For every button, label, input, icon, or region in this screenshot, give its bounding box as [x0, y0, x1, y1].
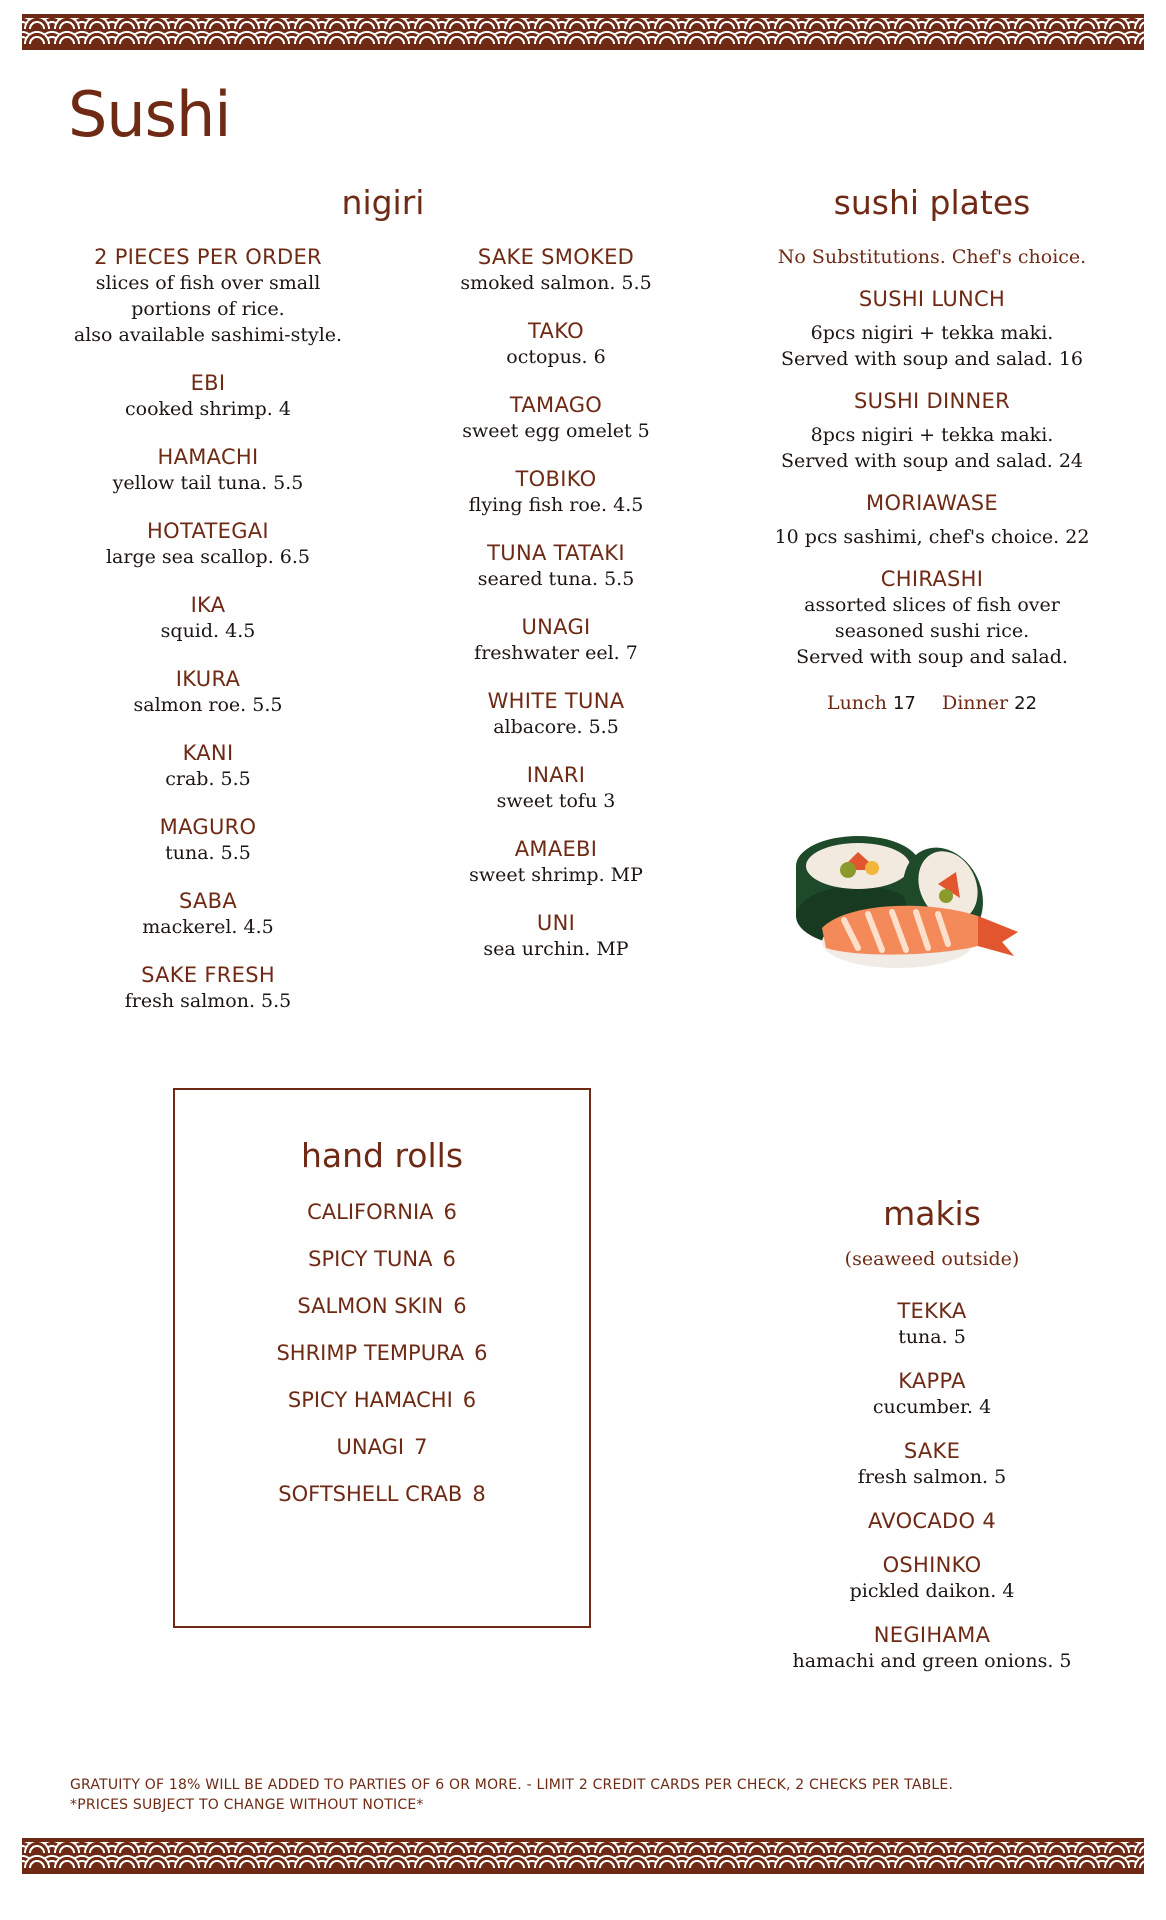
- menu-item: [58, 740, 358, 792]
- makis-subheading: (seaweed outside): [844, 1248, 1020, 1270]
- plate-item: [752, 388, 1112, 474]
- menu-item: [406, 392, 706, 444]
- item-desc: freshwater eel. 7: [474, 642, 638, 664]
- dinner-price: 22: [1014, 693, 1038, 714]
- plate-desc: Served with soup and salad. 24: [780, 450, 1084, 472]
- lunch-label: Lunch: [826, 692, 887, 714]
- menu-item: [406, 244, 706, 296]
- hand-roll-item: [175, 1189, 589, 1236]
- menu-item: [58, 888, 358, 940]
- plate-name: SUSHI LUNCH: [858, 287, 1006, 311]
- bottom-wave-border: [22, 1838, 1144, 1874]
- item-desc: yellow tail tuna. 5.5: [112, 472, 304, 494]
- item-desc: albacore. 5.5: [493, 716, 619, 738]
- maki-item: [752, 1552, 1112, 1604]
- plate-desc: assorted slices of fish over: [804, 594, 1060, 616]
- menu-item: [406, 540, 706, 592]
- nigiri-intro-line: portions of rice.: [131, 298, 285, 320]
- item-desc: salmon roe. 5.5: [133, 694, 283, 716]
- roll-price: 8: [472, 1482, 486, 1506]
- menu-item: [58, 444, 358, 496]
- item-desc: large sea scallop. 6.5: [105, 546, 311, 568]
- menu-item: [58, 370, 358, 422]
- maki-item: [752, 1622, 1112, 1674]
- nigiri-column-left: [58, 244, 358, 1036]
- roll-name: CALIFORNIA: [307, 1200, 434, 1224]
- menu-item: [406, 688, 706, 740]
- maki-item: [752, 1298, 1112, 1350]
- roll-name: UNAGI: [336, 1435, 405, 1459]
- item-desc: sweet shrimp. MP: [469, 864, 643, 886]
- sushi-illustration: [788, 824, 1024, 974]
- plate-desc: Served with soup and salad. 16: [780, 348, 1084, 370]
- plate-desc: seasoned sushi rice.: [834, 620, 1030, 642]
- item-name: INARI: [526, 763, 586, 787]
- menu-item: [58, 962, 358, 1014]
- plate-desc: 10 pcs sashimi, chef's choice. 22: [774, 526, 1090, 548]
- item-desc: smoked salmon. 5.5: [460, 272, 652, 294]
- menu-item: [406, 910, 706, 962]
- plate-name: CHIRASHI: [880, 567, 984, 591]
- footer-note: [70, 1775, 953, 1815]
- item-desc: sea urchin. MP: [483, 938, 629, 960]
- footer-line: GRATUITY OF 18% WILL BE ADDED TO PARTIES OF 6 OR MORE. - LIMIT 2 CREDIT CARDS PER CHECK, 2 CHECKS PER TABLE.: [70, 1777, 954, 1793]
- roll-name: SPICY TUNA: [308, 1247, 433, 1271]
- roll-price: 6: [442, 1247, 456, 1271]
- sushi-plates-column: [752, 244, 1112, 717]
- item-name: KANI: [182, 741, 234, 765]
- hand-roll-item: [175, 1283, 589, 1330]
- nigiri-intro: [58, 244, 358, 348]
- item-name: HAMACHI: [157, 445, 259, 469]
- item-name: TUNA TATAKI: [487, 541, 625, 565]
- menu-item: [58, 666, 358, 718]
- footer-line: *PRICES SUBJECT TO CHANGE WITHOUT NOTICE*: [70, 1797, 424, 1813]
- maki-desc: fresh salmon. 5: [857, 1466, 1007, 1488]
- hand-roll-item: [175, 1424, 589, 1471]
- item-name: TAMAGO: [509, 393, 603, 417]
- item-name: WHITE TUNA: [487, 689, 625, 713]
- plate-name: SUSHI DINNER: [854, 389, 1010, 413]
- hand-roll-item: [175, 1471, 589, 1518]
- item-desc: fresh salmon. 5.5: [124, 990, 292, 1012]
- item-desc: flying fish roe. 4.5: [468, 494, 644, 516]
- maki-name: SAKE: [903, 1439, 961, 1463]
- roll-price: 6: [462, 1388, 477, 1412]
- menu-item: [58, 518, 358, 570]
- menu-item: [406, 466, 706, 518]
- plate-name: MORIAWASE: [866, 491, 998, 515]
- menu-item: [58, 814, 358, 866]
- item-desc: seared tuna. 5.5: [477, 568, 635, 590]
- maki-item: [752, 1508, 1112, 1534]
- item-name: IKURA: [175, 667, 241, 691]
- maki-item: [752, 1368, 1112, 1420]
- hand-roll-item: [175, 1377, 589, 1424]
- item-name: SAKE SMOKED: [477, 245, 635, 269]
- item-desc: sweet tofu 3: [496, 790, 616, 812]
- maki-name: OSHINKO: [882, 1553, 982, 1577]
- dinner-label: Dinner: [941, 692, 1009, 714]
- item-desc: tuna. 5.5: [165, 842, 251, 864]
- nigiri-column-right: [406, 244, 706, 984]
- roll-price: 7: [414, 1435, 428, 1459]
- plate-desc: Served with soup and salad.: [796, 646, 1068, 668]
- roll-name: SOFTSHELL CRAB: [278, 1482, 463, 1506]
- item-name: EBI: [190, 371, 226, 395]
- maki-name: TEKKA: [897, 1299, 967, 1323]
- roll-name: SPICY HAMACHI: [287, 1388, 453, 1412]
- maki-name: NEGIHAMA: [873, 1623, 991, 1647]
- makis-heading: makis: [883, 1194, 981, 1233]
- maki-desc: hamachi and green onions. 5: [792, 1650, 1072, 1672]
- item-name: SABA: [178, 889, 238, 913]
- roll-name: SHRIMP TEMPURA: [276, 1341, 465, 1365]
- menu-item: [406, 318, 706, 370]
- roll-price: 6: [474, 1341, 488, 1365]
- hand-roll-item: [175, 1330, 589, 1377]
- item-desc: crab. 5.5: [165, 768, 251, 790]
- nigiri-heading: nigiri: [341, 183, 425, 222]
- roll-price: 6: [453, 1294, 467, 1318]
- roll-price: 6: [443, 1200, 457, 1224]
- plates-note: No Substitutions. Chef's choice.: [777, 246, 1087, 268]
- hand-roll-item: [175, 1236, 589, 1283]
- item-name: UNAGI: [521, 615, 591, 639]
- nigiri-intro-line: also available sashimi-style.: [73, 324, 343, 346]
- shrimp-nigiri-icon: [822, 906, 1018, 968]
- item-name: HOTATEGAI: [147, 519, 269, 543]
- plate-item: [752, 490, 1112, 550]
- plate-item: [752, 566, 1112, 670]
- hand-rolls-heading: hand rolls: [300, 1136, 464, 1175]
- lunch-price: 17: [892, 693, 916, 714]
- nigiri-intro-title: 2 PIECES PER ORDER: [94, 245, 322, 269]
- makis-column: [752, 1246, 1112, 1692]
- item-desc: sweet egg omelet 5: [462, 420, 650, 442]
- plate-item: [752, 286, 1112, 372]
- item-name: IKA: [190, 593, 226, 617]
- nigiri-intro-line: slices of fish over small: [95, 272, 321, 294]
- sushi-plates-heading: sushi plates: [833, 183, 1031, 222]
- maki-desc: pickled daikon. 4: [849, 1580, 1015, 1602]
- item-name: MAGURO: [159, 815, 257, 839]
- item-name: TAKO: [528, 319, 584, 343]
- maki-name: AVOCADO 4: [867, 1509, 996, 1533]
- maki-item: [752, 1438, 1112, 1490]
- menu-item: [406, 836, 706, 888]
- item-desc: cooked shrimp. 4: [125, 398, 291, 420]
- menu-item: [58, 592, 358, 644]
- item-desc: octopus. 6: [506, 346, 606, 368]
- menu-item: [406, 762, 706, 814]
- item-name: UNI: [536, 911, 576, 935]
- page-title: Sushi: [68, 78, 231, 151]
- item-name: SAKE FRESH: [141, 963, 275, 987]
- top-wave-border: [22, 14, 1144, 50]
- maki-desc: tuna. 5: [898, 1326, 966, 1348]
- maki-desc: cucumber. 4: [872, 1396, 992, 1418]
- item-desc: squid. 4.5: [160, 620, 256, 642]
- hand-rolls-box: [173, 1088, 591, 1628]
- menu-item: [406, 614, 706, 666]
- plate-desc: 8pcs nigiri + tekka maki.: [810, 424, 1054, 446]
- roll-name: SALMON SKIN: [297, 1294, 444, 1318]
- item-desc: mackerel. 4.5: [142, 916, 274, 938]
- item-name: TOBIKO: [515, 467, 597, 491]
- item-name: AMAEBI: [514, 837, 598, 861]
- chirashi-prices: [752, 690, 1112, 717]
- plate-desc: 6pcs nigiri + tekka maki.: [810, 322, 1054, 344]
- maki-name: KAPPA: [898, 1369, 966, 1393]
